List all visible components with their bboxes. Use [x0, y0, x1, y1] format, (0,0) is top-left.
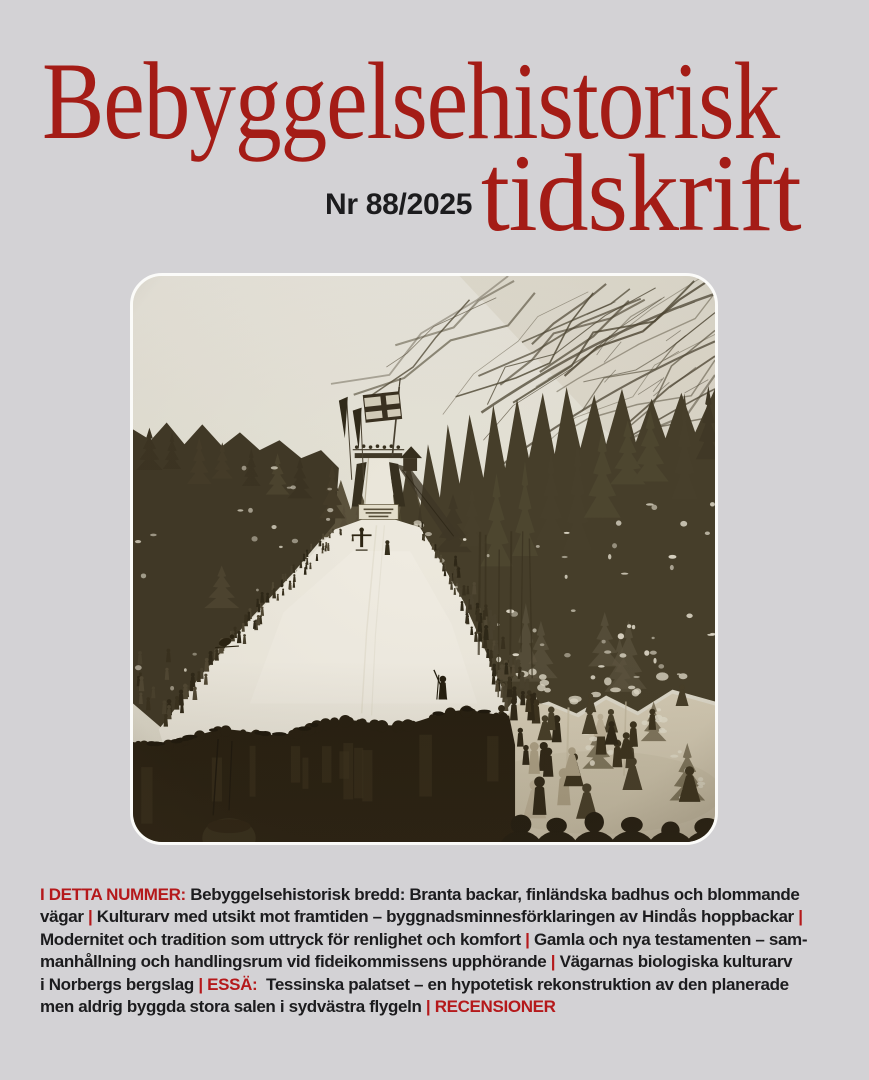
- contents-highlight: |: [798, 907, 803, 927]
- contents-highlight: |: [525, 929, 530, 949]
- cover-photo: [130, 273, 718, 845]
- contents-highlight: |: [88, 907, 93, 927]
- contents-summary: [40, 884, 835, 1018]
- contents-highlight: I DETTA NUMMER:: [40, 885, 186, 904]
- contents-text: Gamla och nya testamenten – sam-: [529, 929, 808, 949]
- contents-text: i Norbergs bergslag: [40, 974, 199, 994]
- contents-text: Tessinska palatset – en hypotetisk rekonstruktion av den planerade: [257, 974, 789, 994]
- contents-line: [40, 996, 835, 1018]
- contents-line: [40, 906, 835, 928]
- contents-text: Bebyggelsehistorisk bredd: Branta backar, finländska badhus och blommande: [185, 885, 800, 904]
- contents-text: manhållning och handlingsrum vid fideikommissens upphörande: [40, 952, 551, 972]
- contents-highlight: | ESSÄ:: [198, 974, 258, 994]
- contents-line: [40, 951, 835, 973]
- contents-text: Modernitet och tradition som uttryck för renlighet och komfort: [40, 929, 526, 949]
- magazine-title-line2: tidskrift: [480, 132, 800, 254]
- contents-text: Vägarnas biologiska kulturarv: [555, 952, 793, 972]
- contents-line: [40, 929, 835, 951]
- contents-text: vägar: [40, 907, 88, 927]
- contents-text: Kulturarv med utsikt mot framtiden – byggnadsminnesförklaringen av Hindås hoppbackar: [92, 907, 799, 927]
- contents-highlight: | RECENSIONER: [425, 997, 556, 1017]
- contents-line: [40, 974, 835, 996]
- contents-line: [40, 884, 835, 906]
- magazine-title-line1: Bebyggelsehistorisk: [42, 40, 780, 162]
- vignette-overlay: [133, 276, 715, 842]
- contents-highlight: |: [550, 952, 556, 972]
- contents-text: men aldrig byggda stora salen i sydvästra flygeln: [40, 997, 426, 1017]
- cover-photo-scene: [133, 276, 715, 842]
- issue-number: Nr 88/2025: [325, 188, 473, 221]
